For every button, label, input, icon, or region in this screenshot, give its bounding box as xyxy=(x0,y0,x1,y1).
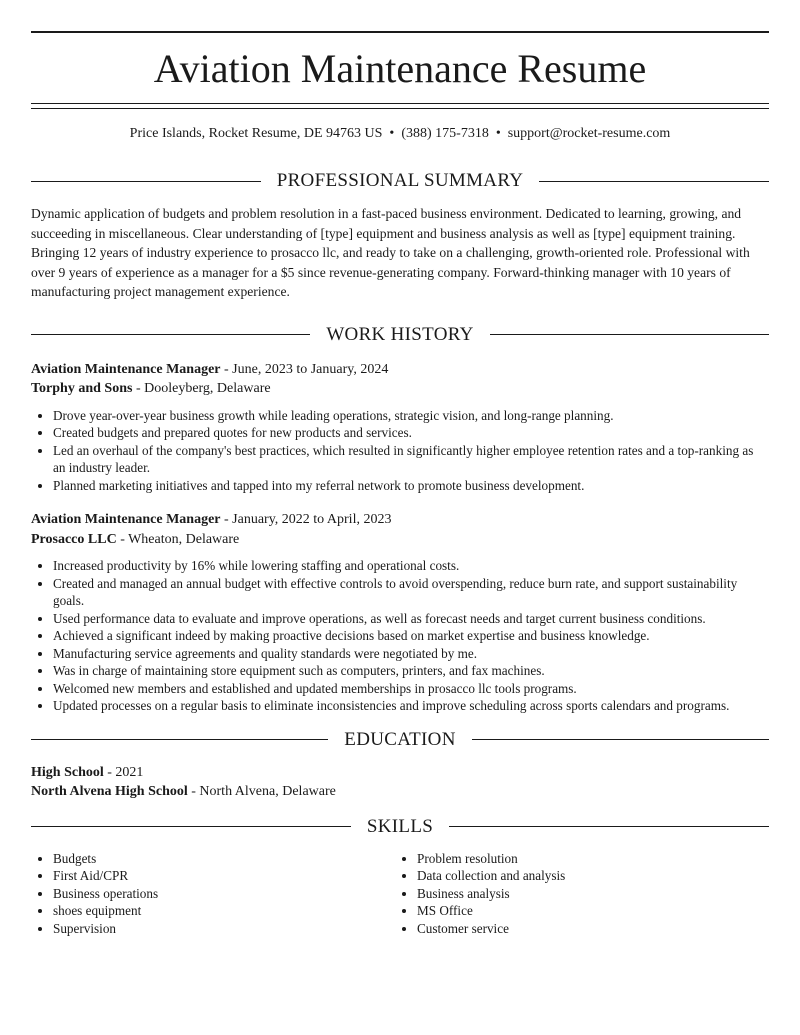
job-title: Aviation Maintenance Manager xyxy=(31,512,221,527)
skill-item: • First Aid/CPR xyxy=(53,867,395,885)
list-item: • Was in charge of maintaining store equipment such as computers, printers, and fax machines. xyxy=(53,662,769,680)
separator: • xyxy=(495,126,501,141)
job-bullets xyxy=(31,407,769,495)
skill-item: • Business operations xyxy=(53,885,395,903)
skill-item: • Business analysis xyxy=(417,885,759,903)
list-item: • Used performance data to evaluate and improve operations, as well as forecast needs and target current business conditions. xyxy=(53,610,769,628)
job-dates: - June, 2023 to January, 2024 xyxy=(220,361,389,377)
list-item: • Increased productivity by 16% while lowering staffing and operational costs. xyxy=(53,557,769,575)
section-header-work xyxy=(31,322,769,348)
phone: (388) 175-7318 xyxy=(401,126,489,141)
section-title: EDUCATION xyxy=(344,728,456,750)
list-item: • Manufacturing service agreements and quality standards were negotiated by me. xyxy=(53,645,769,663)
skills-list xyxy=(31,850,769,938)
list-item: • Achieved a significant indeed by making proactive decisions based on market expertise and business knowledge. xyxy=(53,627,769,645)
section-title: SKILLS xyxy=(366,815,434,837)
company: Prosacco LLC xyxy=(31,531,117,547)
separator: • xyxy=(389,126,395,141)
list-item: • Welcomed new members and established and updated memberships in prosacco llc tools programs. xyxy=(53,680,769,698)
skills-right xyxy=(395,850,759,938)
section-title: PROFESSIONAL SUMMARY xyxy=(276,170,524,191)
school-location: - North Alvena, Delaware xyxy=(187,784,336,799)
job-bullets xyxy=(31,557,769,715)
company: Torphy and Sons xyxy=(31,381,133,396)
skill-item: • Customer service xyxy=(417,920,759,938)
skill-item: • Budgets xyxy=(53,850,395,868)
school: North Alvena High School xyxy=(31,784,188,799)
section-title: WORK HISTORY xyxy=(326,323,474,345)
list-item: • Created and managed an annual budget with effective controls to avoid overspending, reduce burn rate, and support sustainability goals. xyxy=(53,575,769,610)
top-rule xyxy=(31,31,769,33)
education-entry xyxy=(31,763,769,802)
skill-item: • shoes equipment xyxy=(53,902,395,920)
skills-left xyxy=(31,850,395,938)
job-entry xyxy=(31,510,769,549)
list-item: • Led an overhaul of the company's best practices, which resulted in significantly higher employee retention rates and a top-ranking as an industry leader. xyxy=(53,442,769,477)
skill-item: • MS Office xyxy=(417,902,759,920)
job-location: - Dooleyberg, Delaware xyxy=(132,381,271,396)
resume-page xyxy=(31,31,769,937)
contact-line xyxy=(31,126,769,148)
address: Price Islands, Rocket Resume, DE 94763 US xyxy=(129,126,383,141)
job-title: Aviation Maintenance Manager xyxy=(31,361,221,377)
list-item: • Planned marketing initiatives and tapped into my referral network to promote business development. xyxy=(53,477,769,495)
skill-item: • Supervision xyxy=(53,920,395,938)
year: - 2021 xyxy=(103,764,144,780)
double-rule xyxy=(31,103,769,109)
section-header-summary xyxy=(31,168,769,194)
degree: High School xyxy=(31,764,104,780)
section-header-skills xyxy=(31,814,769,840)
list-item: • Drove year-over-year business growth while leading operations, strategic vision, and long-range planning. xyxy=(53,407,769,425)
section-header-education xyxy=(31,727,769,753)
summary-text: Dynamic application of budgets and problem resolution in a fast-paced business environment. Dedicated to learning, growing, and succeeding in miscellaneous. Clear understanding of [type] equipment and business analysis as well as [type] equipment training. Bringing 12 years of industry experience to prosacco llc, and ready to take on a challenging, growth-oriented role. Professional with over 9 years of experience as a manager for a $5 since revenue-generating company. Forward-thinking manager with 10 years of manufacturing project management experience. xyxy=(31,206,750,299)
email: support@rocket-resume.com xyxy=(507,126,671,141)
list-item: • Created budgets and prepared quotes for new products and services. xyxy=(53,424,769,442)
job-location: - Wheaton, Delaware xyxy=(116,531,240,547)
skill-item: • Data collection and analysis xyxy=(417,867,759,885)
job-dates: - January, 2022 to April, 2023 xyxy=(220,512,392,527)
job-list xyxy=(31,360,769,715)
skill-item: • Problem resolution xyxy=(417,850,759,868)
resume-title: Aviation Maintenance Resume xyxy=(153,46,647,91)
job-entry xyxy=(31,360,769,399)
list-item: • Updated processes on a regular basis to eliminate inconsistencies and improve scheduling across sports calendars and programs. xyxy=(53,697,769,715)
